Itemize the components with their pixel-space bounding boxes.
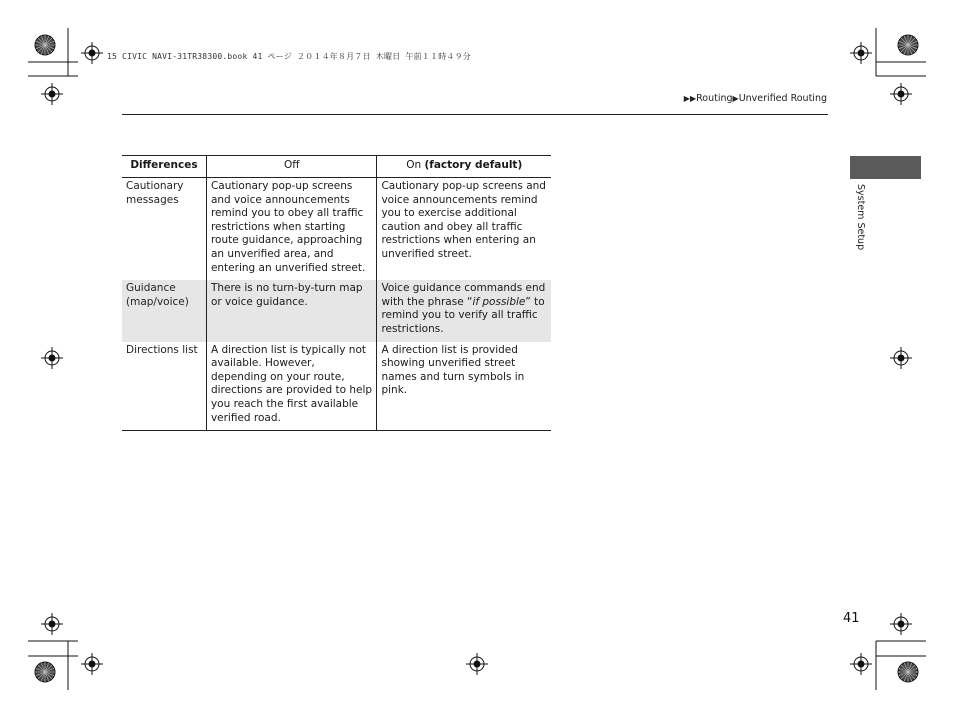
off-cell: There is no turn-by-turn map or voice guidance. — [206, 280, 377, 341]
table-header-row — [122, 156, 551, 178]
column-header-factory-default: (factory default) — [424, 159, 523, 172]
on-cell-italic-phrase: if possible — [472, 295, 526, 308]
starburst-icon — [35, 35, 55, 55]
table-row — [122, 280, 551, 341]
crosshair-icon — [41, 613, 63, 635]
crosshair-icon — [41, 347, 63, 369]
breadcrumb-item-routing[interactable]: Routing — [696, 93, 733, 104]
breadcrumb — [684, 93, 827, 104]
off-cell: Cautionary pop-up screens and voice announcements remind you to obey all traffic restrictions when starting route guidance, approaching an unverified area, and entering an unverified street. — [206, 178, 377, 281]
starburst-icon — [35, 662, 55, 682]
header-rule — [122, 114, 828, 115]
row-label: Directions list — [122, 342, 206, 431]
starburst-icon — [898, 662, 918, 682]
breadcrumb-item-unverified-routing[interactable]: Unverified Routing — [738, 93, 827, 104]
off-cell: A direction list is typically not available. However, depending on your route, directions are provided to help you reach the first available verified road. — [206, 342, 377, 431]
crosshair-icon — [41, 83, 63, 105]
section-tab-label: System Setup — [855, 184, 866, 251]
crosshair-icon — [890, 613, 912, 635]
column-header-differences: Differences — [122, 156, 206, 178]
breadcrumb-arrow-icon: ▶ — [732, 94, 739, 103]
row-label: Guidance (map/voice) — [122, 280, 206, 341]
print-header: 15 CIVIC NAVI-31TR38300.book 41 ページ ２０１４年８月７日 木曜日 午前１１時４９分 — [107, 52, 472, 61]
page-number: 41 — [843, 611, 860, 626]
on-cell-text: Voice guidance commands end with the phrase “ — [381, 282, 546, 308]
on-cell-text: ” to remind you to verify all traffic restrictions. — [381, 295, 545, 335]
on-cell — [377, 280, 551, 341]
comparison-table — [122, 155, 551, 431]
crosshair-icon — [81, 653, 103, 675]
breadcrumb-arrow-icon: ▶▶ — [683, 94, 697, 103]
crosshair-icon — [890, 83, 912, 105]
column-header-on — [377, 156, 551, 178]
crosshair-icon — [850, 653, 872, 675]
column-header-off: Off — [206, 156, 377, 178]
column-header-on-label: On — [406, 159, 425, 172]
on-cell: A direction list is provided showing unverified street names and turn symbols in pink. — [377, 342, 551, 431]
on-cell: Cautionary pop-up screens and voice announcements remind you to exercise additional caution and obey all traffic restrictions when entering an unverified street. — [377, 178, 551, 281]
crosshair-icon — [850, 42, 872, 64]
table-row — [122, 342, 551, 431]
table-row — [122, 178, 551, 281]
section-tab — [850, 156, 921, 179]
crosshair-icon — [890, 347, 912, 369]
row-label: Cautionary messages — [126, 180, 184, 206]
crosshair-icon — [466, 653, 488, 675]
crosshair-icon — [81, 42, 103, 64]
starburst-icon — [898, 35, 918, 55]
